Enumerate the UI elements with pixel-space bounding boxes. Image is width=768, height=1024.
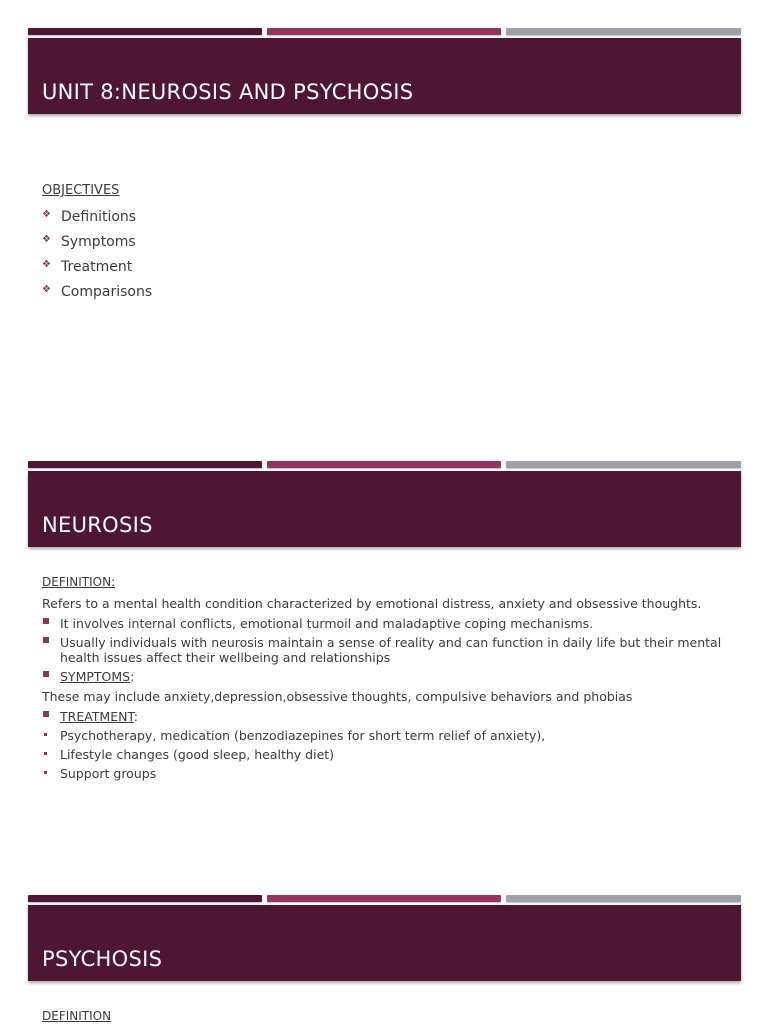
accent-bar-mid	[267, 28, 501, 35]
objective-item	[42, 255, 742, 280]
small-square-bullet-icon	[44, 771, 47, 774]
objective-label: Comparisons	[61, 284, 153, 300]
square-bullet-icon	[43, 671, 49, 677]
definition-text: Refers to a mental health condition characterized by emotional distress, anxiety and obsessive thoughts.	[42, 596, 702, 611]
accent-bar-mid	[267, 461, 501, 468]
diamond-bullet-icon: ❖	[42, 234, 51, 245]
treatment-label: TREATMENT	[60, 709, 134, 724]
objectives-list	[42, 205, 742, 305]
treatment-item: Support groups	[60, 766, 157, 781]
symptoms-label: SYMPTOMS	[60, 669, 131, 684]
accent-bars	[28, 28, 741, 36]
list-item	[42, 766, 742, 781]
treatment-colon: :	[133, 709, 138, 724]
objective-item	[42, 230, 742, 255]
objective-label: Treatment	[61, 259, 133, 275]
small-square-bullet-icon	[44, 733, 47, 736]
objective-label: Symptoms	[61, 234, 136, 250]
list-item	[42, 635, 742, 665]
accent-bar-dark	[28, 461, 262, 468]
diamond-bullet-icon: ❖	[42, 284, 51, 295]
symptoms-text: These may include anxiety,depression,obsessive thoughts, compulsive behaviors and phobias	[42, 689, 633, 704]
title-bar	[28, 38, 741, 114]
square-bullet-icon	[43, 711, 49, 717]
treatment-list	[42, 709, 742, 781]
square-bullet-icon	[43, 618, 49, 624]
list-item	[42, 616, 742, 631]
treatment-item: Psychotherapy, medication (benzodiazepines for short term relief of anxiety),	[60, 728, 546, 743]
slide-content	[42, 1008, 742, 1024]
objective-item	[42, 205, 742, 230]
accent-bar-mid	[267, 895, 501, 902]
slide-content	[42, 574, 742, 785]
objective-item	[42, 280, 742, 305]
list-item	[42, 728, 742, 743]
title-bar	[28, 905, 741, 981]
slide-title: PSYCHOSIS	[42, 947, 163, 971]
accent-bar-dark	[28, 28, 262, 35]
accent-bars	[28, 461, 741, 469]
diamond-bullet-icon: ❖	[42, 259, 51, 270]
square-bullet-icon	[43, 637, 49, 643]
point-text: It involves internal conflicts, emotional turmoil and maladaptive coping mechanisms.	[60, 616, 594, 631]
slide-title: UNIT 8:NEUROSIS AND PSYCHOSIS	[42, 80, 414, 104]
definition-heading: DEFINITION:	[42, 575, 116, 589]
accent-bar-dark	[28, 895, 262, 902]
diamond-bullet-icon: ❖	[42, 209, 51, 220]
accent-bar-grey	[506, 28, 741, 35]
definition-heading: DEFINITION	[42, 1009, 112, 1023]
objective-label: Definitions	[61, 209, 137, 225]
list-item	[42, 747, 742, 762]
treatment-item: Lifestyle changes (good sleep, healthy diet)	[60, 747, 335, 762]
accent-bars	[28, 895, 741, 903]
slide-title: NEUROSIS	[42, 513, 153, 537]
small-square-bullet-icon	[44, 752, 47, 755]
objectives-heading: OBJECTIVES	[42, 183, 120, 198]
slide-content	[42, 183, 742, 305]
accent-bar-grey	[506, 461, 741, 468]
accent-bar-grey	[506, 895, 741, 902]
neurosis-points	[42, 616, 742, 684]
title-bar	[28, 471, 741, 547]
list-item	[42, 669, 742, 684]
list-item	[42, 709, 742, 724]
point-text: Usually individuals with neurosis maintain a sense of reality and can function in daily life but their mental health issues affect their wellbeing and relationships	[60, 635, 722, 665]
symptoms-colon: :	[130, 669, 135, 684]
